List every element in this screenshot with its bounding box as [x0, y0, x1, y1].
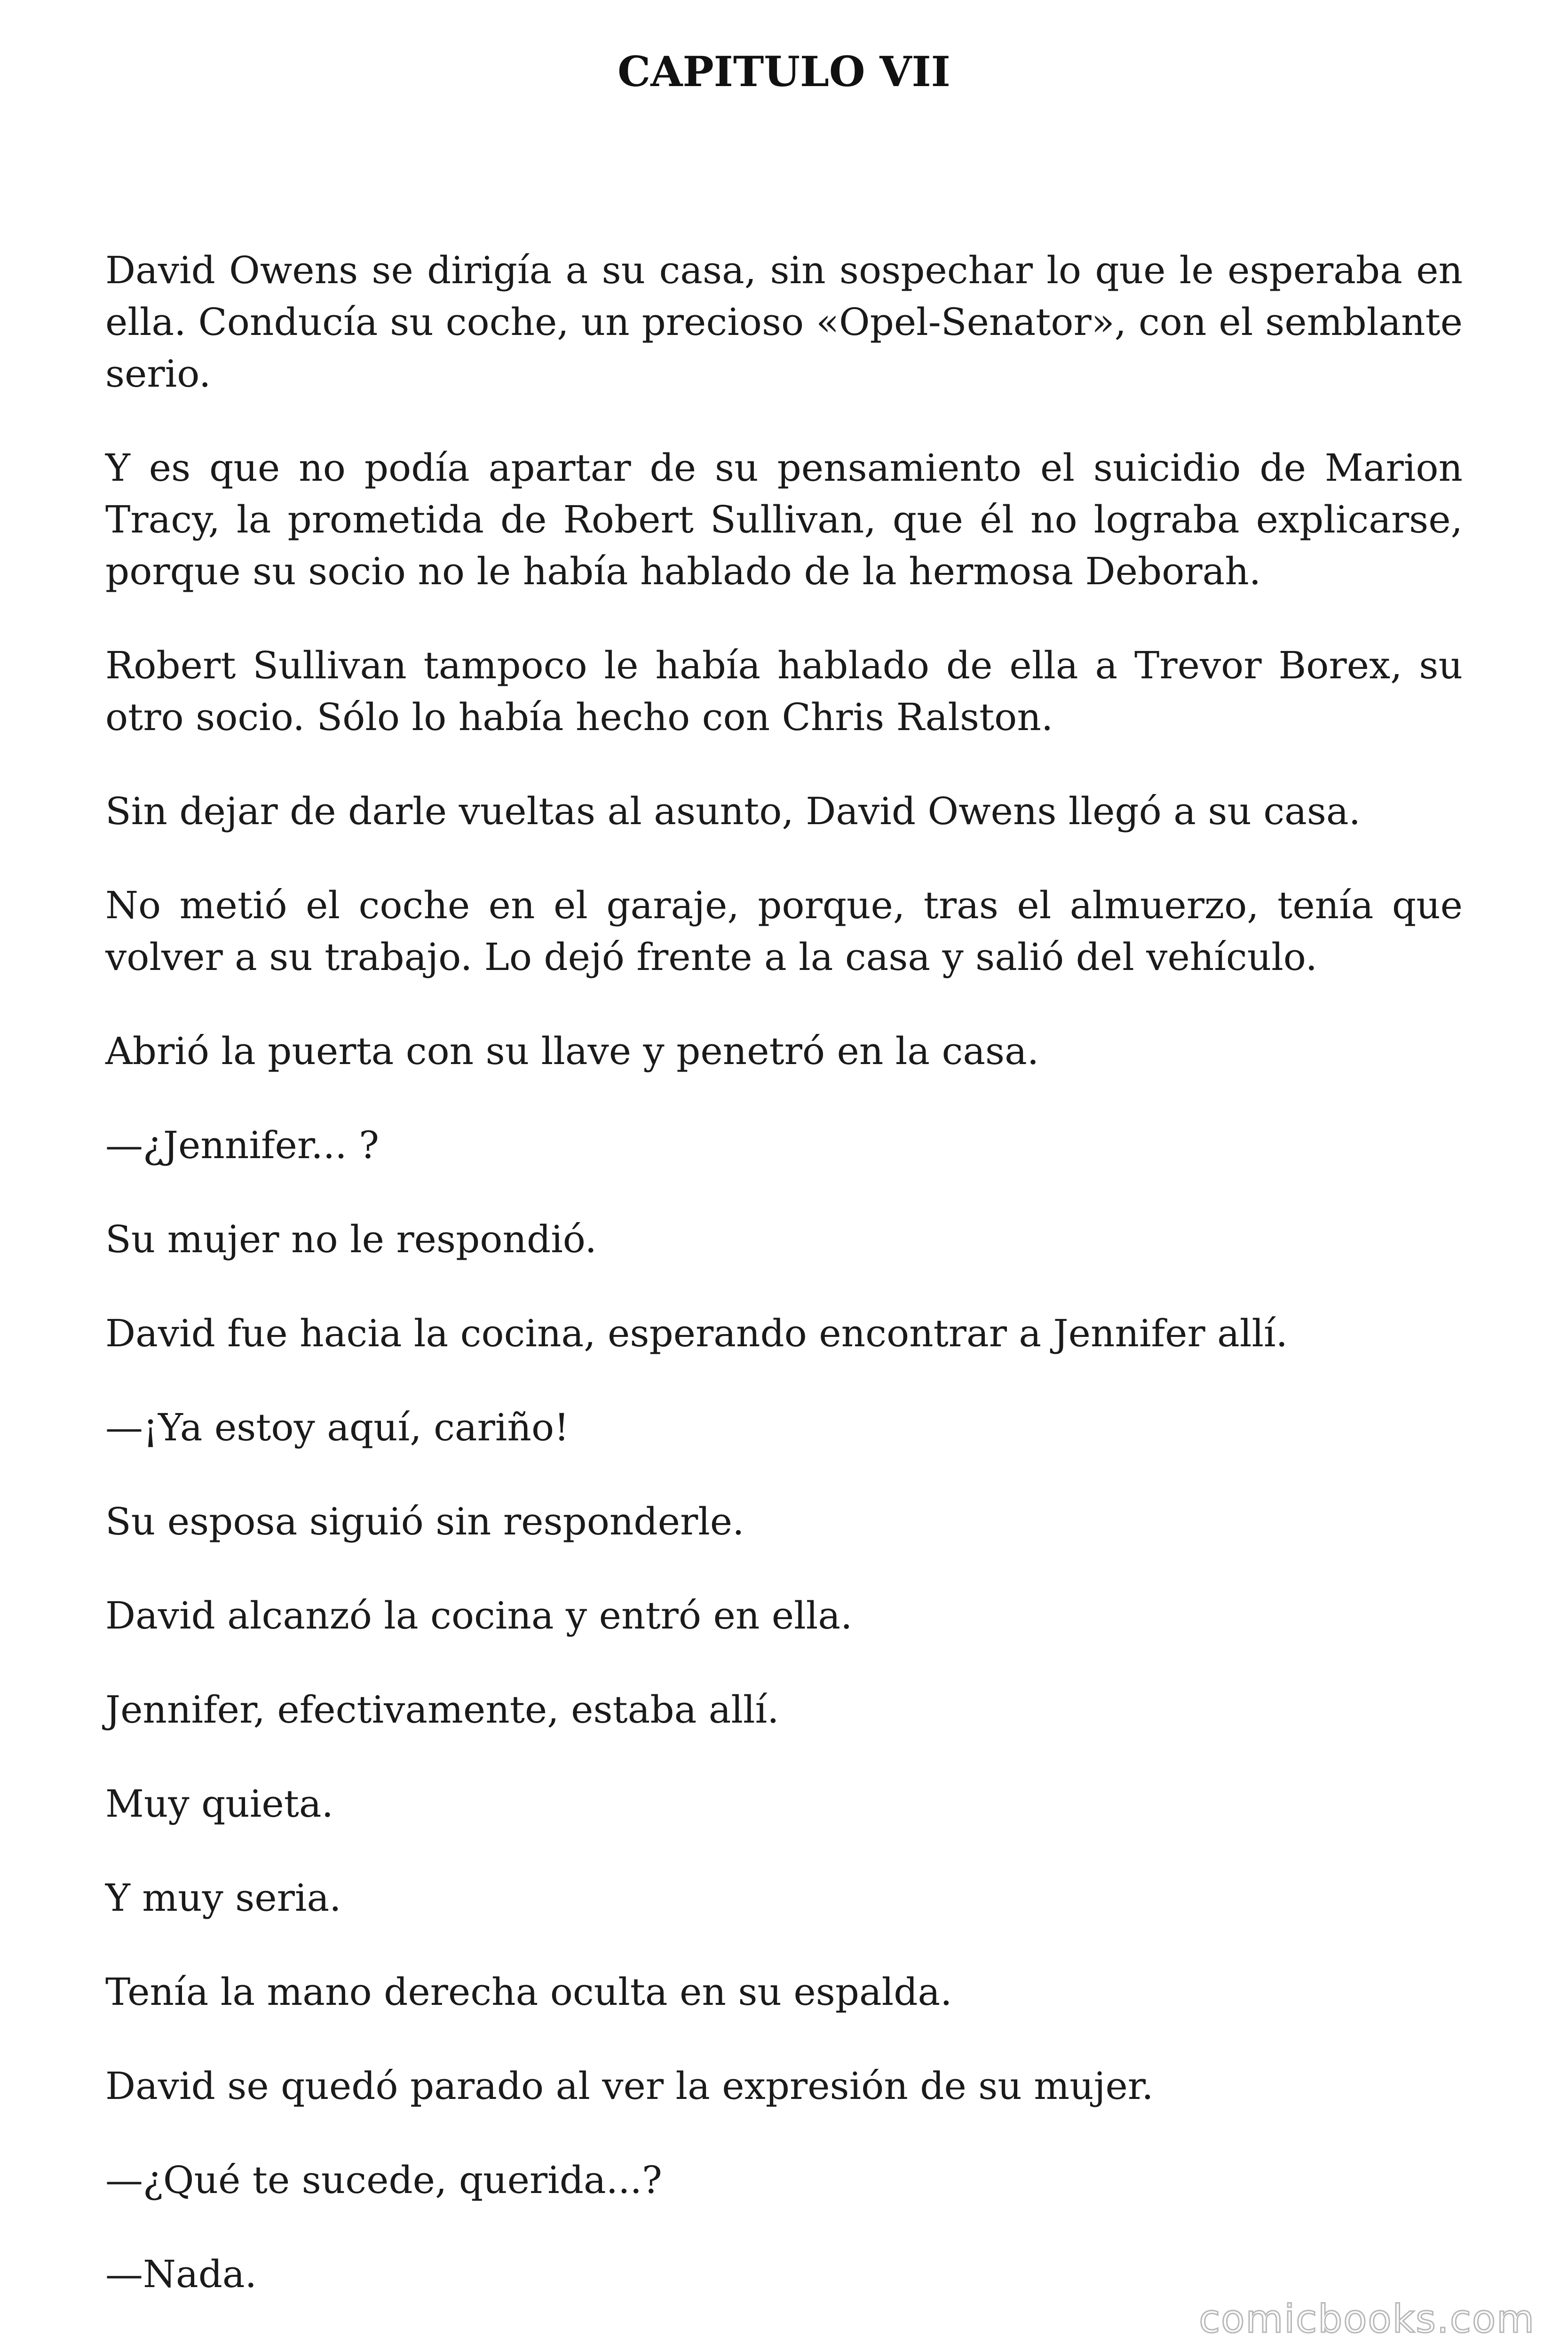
paragraph: David se quedó parado al ver la expresión de su mujer. [105, 2064, 1154, 2108]
paragraph: David Owens se dirigía a su casa, sin sospechar lo que le esperaba en ella. Conducía su coche, un precioso «Opel-Senator», con el semblante serio. [105, 248, 1463, 396]
paragraph: No metió el coche en el garaje, porque, tras el almuerzo, tenía que volver a su trabajo. Lo dejó frente a la casa y salió del vehículo. [105, 883, 1463, 979]
chapter-title: CAPITULO VII [618, 47, 950, 96]
paragraph: Y es que no podía apartar de su pensamiento el suicidio de Marion Tracy, la prometida de Robert Sullivan, que él no lograba explicarse, porque su socio no le había hablado de la hermosa Deborah. [105, 446, 1463, 593]
paragraph: Jennifer, efectivamente, estaba allí. [105, 1688, 779, 1732]
chapter-body [105, 245, 1463, 2343]
paragraph: Tenía la mano derecha oculta en su espalda. [105, 1970, 952, 2014]
dialogue-line: —¿Qué te sucede, querida...? [105, 2158, 662, 2202]
site-watermark: comicbooks.com [1199, 2297, 1535, 2342]
dialogue-line: —Nada. [105, 2252, 257, 2296]
dialogue-line: —¿Jennifer... ? [105, 1123, 379, 1167]
dialogue-line: —¡Ya estoy aquí, cariño! [105, 1406, 570, 1449]
paragraph: Abrió la puerta con su llave y penetró en la casa. [105, 1029, 1039, 1073]
paragraph: Su esposa siguió sin responderle. [105, 1500, 744, 1543]
paragraph: Y muy seria. [105, 1876, 341, 1920]
paragraph: David alcanzó la cocina y entró en ella. [105, 1594, 853, 1637]
paragraph: Robert Sullivan tampoco le había hablado de ella a Trevor Borex, su otro socio. Sólo lo había hecho con Chris Ralston. [105, 644, 1463, 739]
paragraph: Muy quieta. [105, 1782, 333, 1826]
paragraph: David fue hacia la cocina, esperando encontrar a Jennifer allí. [105, 1311, 1288, 1355]
paragraph: Sin dejar de darle vueltas al asunto, David Owens llegó a su casa. [105, 789, 1361, 833]
paragraph: Su mujer no le respondió. [105, 1217, 597, 1261]
